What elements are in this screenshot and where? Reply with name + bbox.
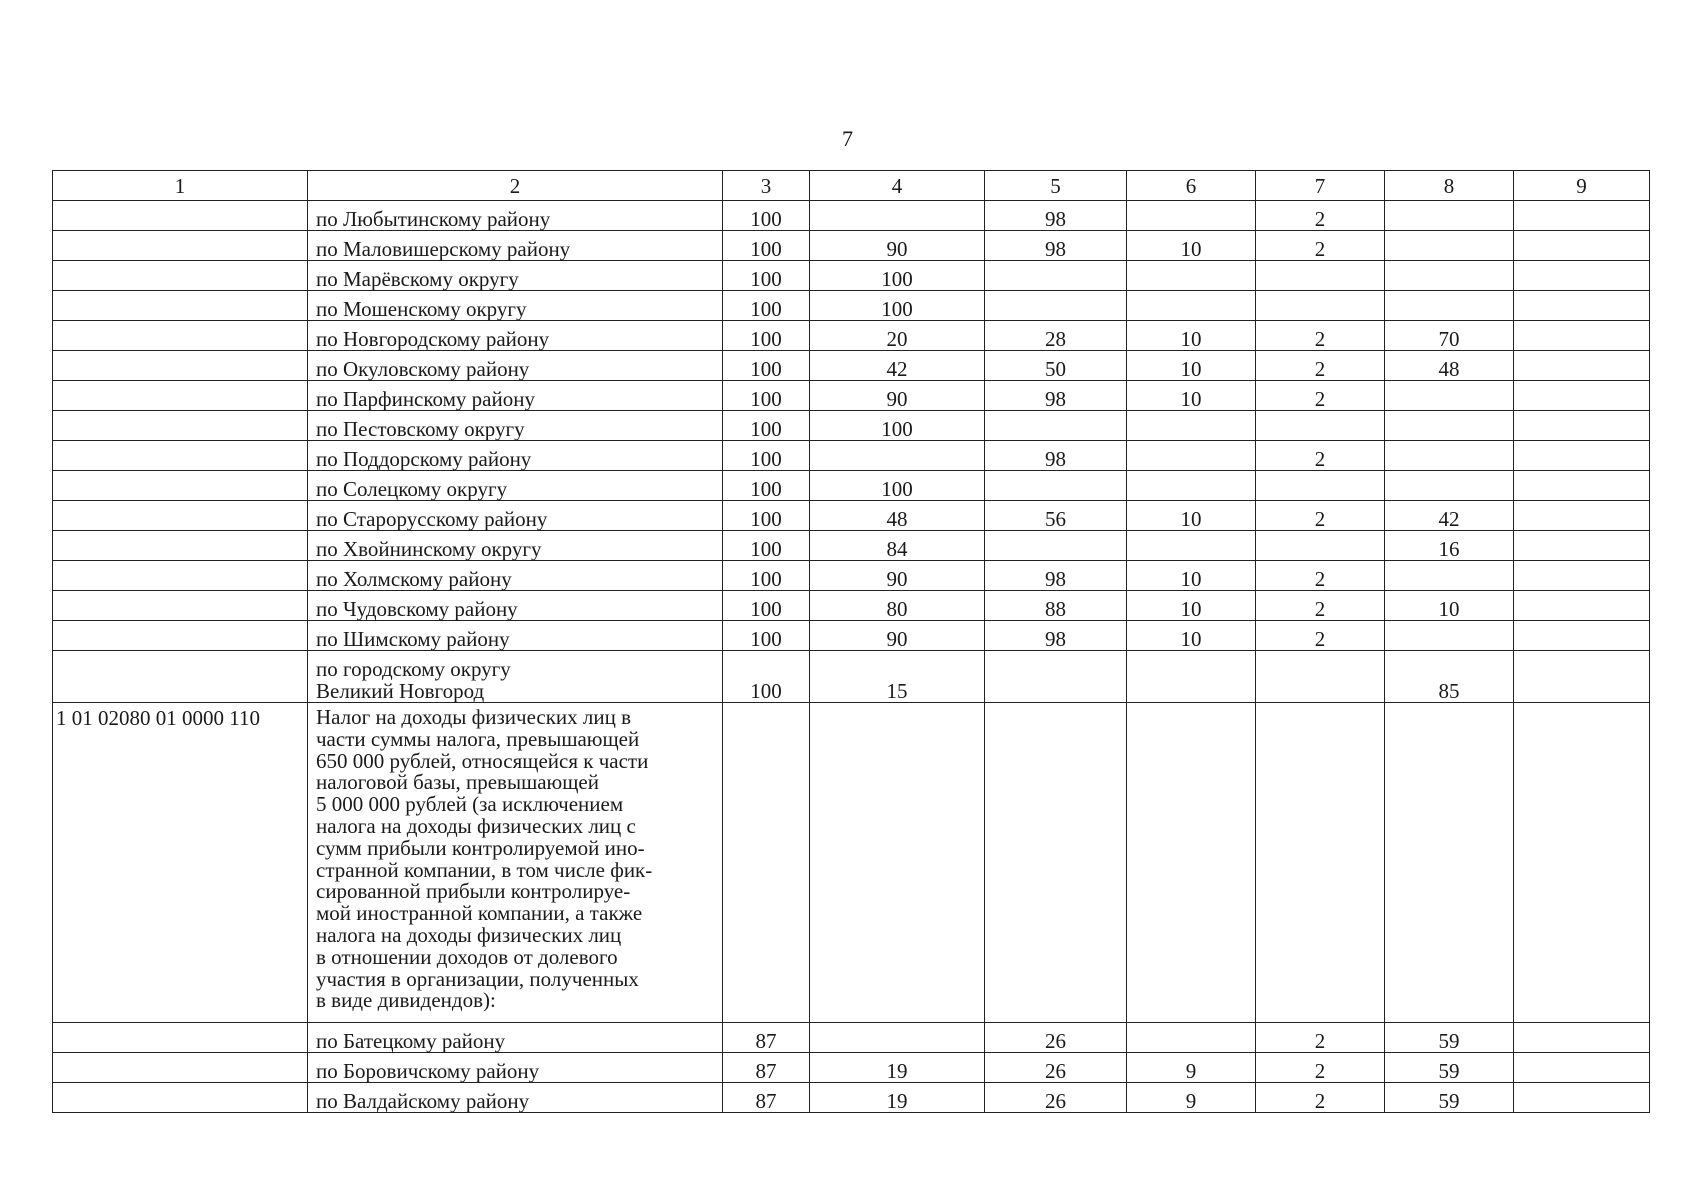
value-cell	[1127, 411, 1256, 441]
value-cell	[1127, 471, 1256, 501]
description-line: налоговой базы, превышающей	[316, 770, 599, 795]
value-cell	[1385, 561, 1514, 591]
value-cell: 59	[1385, 1053, 1514, 1083]
value-cell: 26	[985, 1053, 1127, 1083]
code-cell	[53, 1053, 308, 1083]
value-cell	[1127, 291, 1256, 321]
value-cell: 98	[985, 201, 1127, 231]
value-cell	[1385, 621, 1514, 651]
value-cell	[1256, 703, 1385, 1023]
value-cell	[985, 411, 1127, 441]
value-cell: 85	[1385, 651, 1514, 703]
value-cell	[1127, 703, 1256, 1023]
value-cell	[1256, 651, 1385, 703]
value-cell: 80	[810, 591, 985, 621]
value-cell	[1514, 561, 1650, 591]
value-cell: 100	[723, 381, 810, 411]
value-cell: 100	[810, 291, 985, 321]
value-cell: 28	[985, 321, 1127, 351]
code-cell	[53, 351, 308, 381]
code-cell	[53, 291, 308, 321]
value-cell: 2	[1256, 621, 1385, 651]
value-cell	[1127, 1023, 1256, 1053]
value-cell: 98	[985, 561, 1127, 591]
table-row	[53, 1023, 1650, 1053]
value-cell: 15	[810, 651, 985, 703]
value-cell	[1514, 291, 1650, 321]
page-number: 7	[842, 126, 853, 151]
table-row	[53, 531, 1650, 561]
value-cell	[810, 201, 985, 231]
code-cell	[53, 381, 308, 411]
description-line: 5 000 000 рублей (за исключением	[316, 792, 624, 817]
code-cell	[53, 411, 308, 441]
table-row	[53, 261, 1650, 291]
value-cell	[1385, 201, 1514, 231]
value-cell: 100	[723, 591, 810, 621]
value-cell	[1385, 291, 1514, 321]
value-cell	[1385, 703, 1514, 1023]
value-cell	[1127, 201, 1256, 231]
value-cell	[1514, 531, 1650, 561]
value-cell: 48	[810, 501, 985, 531]
value-cell: 100	[723, 531, 810, 561]
value-cell: 10	[1127, 591, 1256, 621]
value-cell: 10	[1127, 351, 1256, 381]
code-cell	[53, 1023, 308, 1053]
value-cell	[1514, 261, 1650, 291]
value-cell: 90	[810, 621, 985, 651]
value-cell: 98	[985, 441, 1127, 471]
value-cell: 100	[723, 471, 810, 501]
name-cell: по Парфинскому району	[308, 381, 723, 411]
description-line: участия в организации, полученных	[316, 966, 639, 991]
table-row	[53, 703, 1650, 1023]
value-cell	[1514, 441, 1650, 471]
value-cell	[810, 1023, 985, 1053]
value-cell: 20	[810, 321, 985, 351]
value-cell: 98	[985, 621, 1127, 651]
value-cell	[1514, 411, 1650, 441]
value-cell: 42	[810, 351, 985, 381]
value-cell	[985, 471, 1127, 501]
value-cell: 100	[723, 441, 810, 471]
value-cell: 10	[1385, 591, 1514, 621]
value-cell	[1385, 471, 1514, 501]
code-cell	[53, 501, 308, 531]
header-cell: 6	[1127, 171, 1256, 201]
code-cell	[53, 651, 308, 703]
table-row	[53, 1053, 1650, 1083]
value-cell	[985, 261, 1127, 291]
name-cell: по Хвойнинскому округу	[308, 531, 723, 561]
value-cell	[1127, 651, 1256, 703]
name-cell: по Пестовскому округу	[308, 411, 723, 441]
description-text	[316, 703, 714, 1012]
value-cell: 100	[723, 651, 810, 703]
description-line: сумм прибыли контролируемой ино-	[316, 835, 645, 860]
value-cell	[1514, 231, 1650, 261]
value-cell	[1127, 441, 1256, 471]
value-cell: 87	[723, 1083, 810, 1113]
value-cell: 56	[985, 501, 1127, 531]
value-cell	[1385, 441, 1514, 471]
table-row	[53, 231, 1650, 261]
budget-table	[52, 170, 1650, 1113]
value-cell	[1127, 531, 1256, 561]
table-row	[53, 441, 1650, 471]
table-row	[53, 471, 1650, 501]
value-cell: 19	[810, 1083, 985, 1113]
name-line: Великий Новгород	[316, 679, 485, 703]
description-line: Налог на доходы физических лиц в	[316, 705, 632, 729]
value-cell: 84	[810, 531, 985, 561]
name-cell	[308, 651, 723, 703]
code-cell	[53, 621, 308, 651]
value-cell	[1127, 261, 1256, 291]
value-cell: 48	[1385, 351, 1514, 381]
header-cell: 3	[723, 171, 810, 201]
value-cell	[1514, 1083, 1650, 1113]
value-cell	[810, 441, 985, 471]
description-line: налога на доходы физических лиц с	[316, 813, 636, 838]
value-cell: 2	[1256, 351, 1385, 381]
table-row	[53, 201, 1650, 231]
name-cell: по Боровичскому району	[308, 1053, 723, 1083]
value-cell: 90	[810, 561, 985, 591]
value-cell	[1514, 1023, 1650, 1053]
value-cell: 2	[1256, 231, 1385, 261]
value-cell: 100	[723, 321, 810, 351]
table-row	[53, 1083, 1650, 1113]
description-line: 650 000 рублей, относящейся к части	[316, 748, 649, 773]
value-cell: 98	[985, 231, 1127, 261]
value-cell: 98	[985, 381, 1127, 411]
description-line: в виде дивидендов):	[316, 988, 496, 1013]
name-cell: по Батецкому району	[308, 1023, 723, 1053]
value-cell: 59	[1385, 1083, 1514, 1113]
value-cell	[1256, 411, 1385, 441]
table-row	[53, 351, 1650, 381]
value-cell: 2	[1256, 441, 1385, 471]
value-cell: 10	[1127, 621, 1256, 651]
table-row	[53, 561, 1650, 591]
table-row	[53, 321, 1650, 351]
value-cell	[810, 703, 985, 1023]
name-cell: по Шимскому району	[308, 621, 723, 651]
table-row	[53, 591, 1650, 621]
code-cell	[53, 471, 308, 501]
value-cell	[985, 531, 1127, 561]
code-cell	[53, 201, 308, 231]
value-cell: 26	[985, 1083, 1127, 1113]
value-cell: 2	[1256, 501, 1385, 531]
name-cell: по Марёвскому округу	[308, 261, 723, 291]
value-cell: 100	[810, 471, 985, 501]
value-cell: 100	[723, 201, 810, 231]
name-cell: по Валдайскому району	[308, 1083, 723, 1113]
description-line: части суммы налога, превышающей	[316, 726, 640, 751]
name-cell: по Любытинскому району	[308, 201, 723, 231]
value-cell: 2	[1256, 1053, 1385, 1083]
header-row	[53, 171, 1650, 201]
code-cell	[53, 261, 308, 291]
table-row	[53, 291, 1650, 321]
value-cell	[1385, 381, 1514, 411]
code-cell	[53, 1083, 308, 1113]
name-cell: по Холмскому району	[308, 561, 723, 591]
value-cell	[1514, 591, 1650, 621]
value-cell	[1514, 381, 1650, 411]
value-cell: 16	[1385, 531, 1514, 561]
code-cell	[53, 231, 308, 261]
value-cell: 10	[1127, 561, 1256, 591]
value-cell: 2	[1256, 1083, 1385, 1113]
value-cell	[985, 703, 1127, 1023]
value-cell: 19	[810, 1053, 985, 1083]
name-cell: по Мошенскому округу	[308, 291, 723, 321]
header-cell: 7	[1256, 171, 1385, 201]
value-cell: 100	[810, 411, 985, 441]
value-cell: 87	[723, 1023, 810, 1053]
table-row	[53, 381, 1650, 411]
value-cell: 100	[723, 351, 810, 381]
value-cell: 10	[1127, 501, 1256, 531]
value-cell: 70	[1385, 321, 1514, 351]
table-row	[53, 411, 1650, 441]
name-cell: по Поддорскому району	[308, 441, 723, 471]
value-cell: 2	[1256, 591, 1385, 621]
name-cell: по Солецкому округу	[308, 471, 723, 501]
value-cell	[1514, 351, 1650, 381]
header-cell: 1	[53, 171, 308, 201]
value-cell: 2	[1256, 201, 1385, 231]
value-cell	[1514, 651, 1650, 703]
value-cell	[1385, 411, 1514, 441]
value-cell: 88	[985, 591, 1127, 621]
code-cell: 1 01 02080 01 0000 110	[53, 703, 308, 1023]
value-cell: 9	[1127, 1053, 1256, 1083]
value-cell: 90	[810, 231, 985, 261]
value-cell: 100	[723, 561, 810, 591]
value-cell	[1514, 501, 1650, 531]
description-line: сированной прибыли контролируе-	[316, 879, 631, 904]
value-cell: 2	[1256, 561, 1385, 591]
name-cell: по Маловишерскому району	[308, 231, 723, 261]
value-cell	[1256, 291, 1385, 321]
value-cell: 9	[1127, 1083, 1256, 1113]
name-line: по городскому округу	[316, 657, 511, 681]
header-cell: 2	[308, 171, 723, 201]
value-cell: 26	[985, 1023, 1127, 1053]
description-cell	[308, 703, 723, 1023]
value-cell: 100	[723, 621, 810, 651]
value-cell: 10	[1127, 381, 1256, 411]
value-cell	[1514, 621, 1650, 651]
value-cell	[1256, 471, 1385, 501]
value-cell: 100	[810, 261, 985, 291]
code-cell	[53, 441, 308, 471]
value-cell	[1385, 261, 1514, 291]
code-cell	[53, 531, 308, 561]
value-cell	[1385, 231, 1514, 261]
description-line: налога на доходы физических лиц	[316, 922, 622, 947]
value-cell: 87	[723, 1053, 810, 1083]
value-cell	[1256, 531, 1385, 561]
value-cell: 100	[723, 231, 810, 261]
code-cell	[53, 561, 308, 591]
header-cell: 8	[1385, 171, 1514, 201]
value-cell: 50	[985, 351, 1127, 381]
code-cell	[53, 591, 308, 621]
value-cell: 2	[1256, 381, 1385, 411]
header-cell: 9	[1514, 171, 1650, 201]
description-line: мой иностранной компании, а также	[316, 901, 643, 926]
name-cell: по Новгородскому району	[308, 321, 723, 351]
value-cell: 100	[723, 291, 810, 321]
value-cell	[1514, 703, 1650, 1023]
value-cell: 2	[1256, 1023, 1385, 1053]
description-line: странной компании, в том числе фик-	[316, 857, 653, 882]
value-cell	[1514, 471, 1650, 501]
header-cell: 5	[985, 171, 1127, 201]
header-cell: 4	[810, 171, 985, 201]
value-cell	[1514, 1053, 1650, 1083]
code-cell	[53, 321, 308, 351]
description-line: в отношении доходов от долевого	[316, 944, 618, 969]
name-cell: по Старорусскому району	[308, 501, 723, 531]
value-cell	[723, 703, 810, 1023]
value-cell	[1514, 321, 1650, 351]
value-cell: 90	[810, 381, 985, 411]
table-row	[53, 621, 1650, 651]
value-cell: 100	[723, 411, 810, 441]
value-cell: 42	[1385, 501, 1514, 531]
table-row	[53, 501, 1650, 531]
value-cell: 2	[1256, 321, 1385, 351]
value-cell	[985, 291, 1127, 321]
table-row	[53, 651, 1650, 703]
name-cell: по Чудовскому району	[308, 591, 723, 621]
value-cell: 10	[1127, 321, 1256, 351]
value-cell: 10	[1127, 231, 1256, 261]
value-cell	[1256, 261, 1385, 291]
value-cell: 59	[1385, 1023, 1514, 1053]
value-cell: 100	[723, 501, 810, 531]
value-cell	[985, 651, 1127, 703]
name-cell: по Окуловскому району	[308, 351, 723, 381]
value-cell: 100	[723, 261, 810, 291]
value-cell	[1514, 201, 1650, 231]
